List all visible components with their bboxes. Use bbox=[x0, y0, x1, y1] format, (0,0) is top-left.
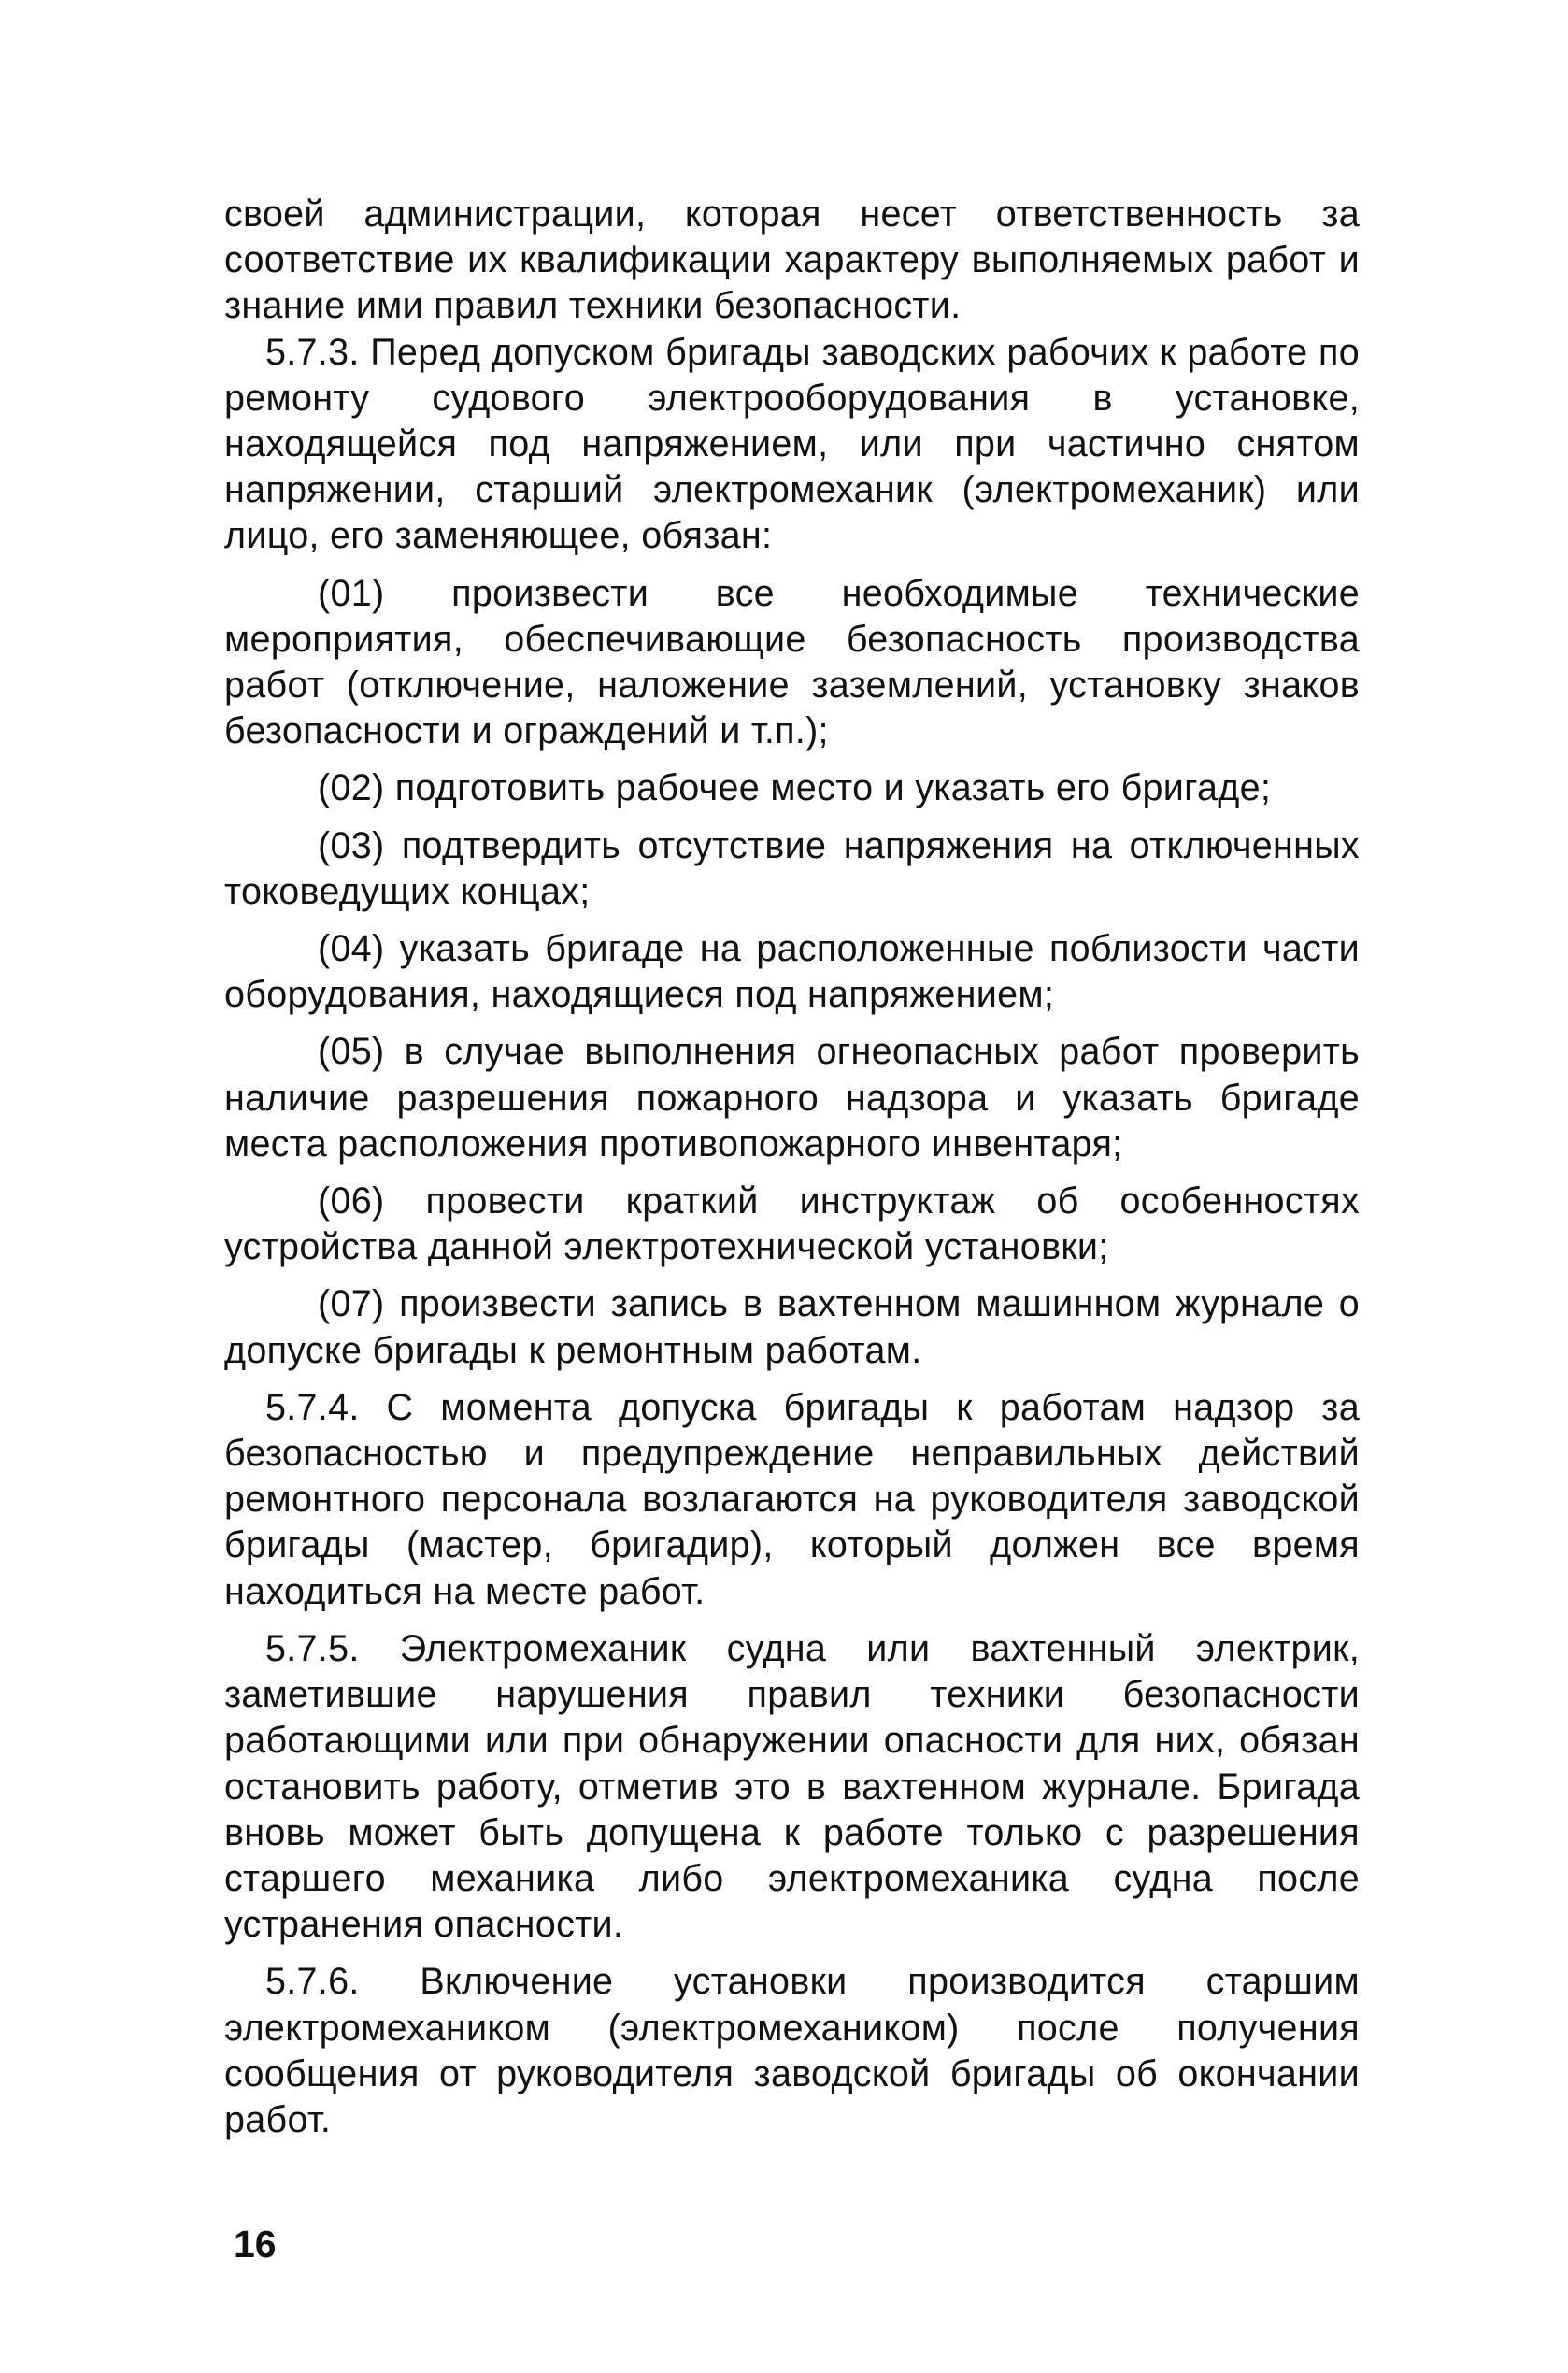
paragraph-5-7-4: 5.7.4. С момента допуска бригады к работам надзор за безопасностью и предупреждение неправильных действий ремонтного персонала возлагаются на руководителя заводской бригады (мастер, бригадир), который должен все время находиться на месте работ. bbox=[224, 1386, 1360, 1612]
paragraph-continuation: своей администрации, которая несет ответственность за соответствие их квалификации характеру выполняемых работ и знание ими правил техники безопасности. bbox=[224, 193, 1360, 327]
page-number: 16 bbox=[234, 2223, 277, 2266]
body-text bbox=[224, 192, 1360, 2143]
list-item-01: (01) произвести все необходимые технические мероприятия, обеспечивающие безопасность производства работ (отключение, наложение заземлений, установку знаков безопасности и ограждений и т.п.); bbox=[224, 572, 1360, 752]
list-item-04: (04) указать бригаде на расположенные поблизости части оборудования, находящиеся под напряжением; bbox=[224, 928, 1360, 1016]
paragraph-5-7-5: 5.7.5. Электромеханик судна или вахтенный электрик, заметившие нарушения правил техники безопасности работающими или при обнаружении опасности для них, обязан остановить работу, отметив это в вахтенном журнале. Бригада вновь может быть допущена к работе только с разрешения старшего механика либо электромеханика судна после устранения опасности. bbox=[224, 1627, 1360, 1946]
list-item-03: (03) подтвердить отсутствие напряжения на отключенных токоведущих концах; bbox=[224, 824, 1360, 912]
paragraph-5-7-3: 5.7.3. Перед допуском бригады заводских рабочих к работе по ремонту судового электрооборудования в установке, находящейся под напряжением, или при частично снятом напряжении, старший электромеханик (электромеханик) или лицо, его заменяющее, обязан: bbox=[224, 331, 1360, 557]
list-item-02: (02) подготовить рабочее место и указать его бригаде; bbox=[318, 767, 1272, 809]
paragraph-5-7-6: 5.7.6. Включение установки производится старшим электромехаником (электромехаником) после получения сообщения от руководителя заводской бригады об окончании работ. bbox=[224, 1961, 1360, 2140]
list-item-06: (06) провести краткий инструктаж об особенностях устройства данной электротехнической установки; bbox=[224, 1180, 1360, 1268]
list-item-07: (07) произвести запись в вахтенном машинном журнале о допуске бригады к ремонтным работам. bbox=[224, 1283, 1360, 1371]
list-item-05: (05) в случае выполнения огнеопасных работ проверить наличие разрешения пожарного надзора и указать бригаде места расположения противопожарного инвентаря; bbox=[224, 1031, 1360, 1165]
